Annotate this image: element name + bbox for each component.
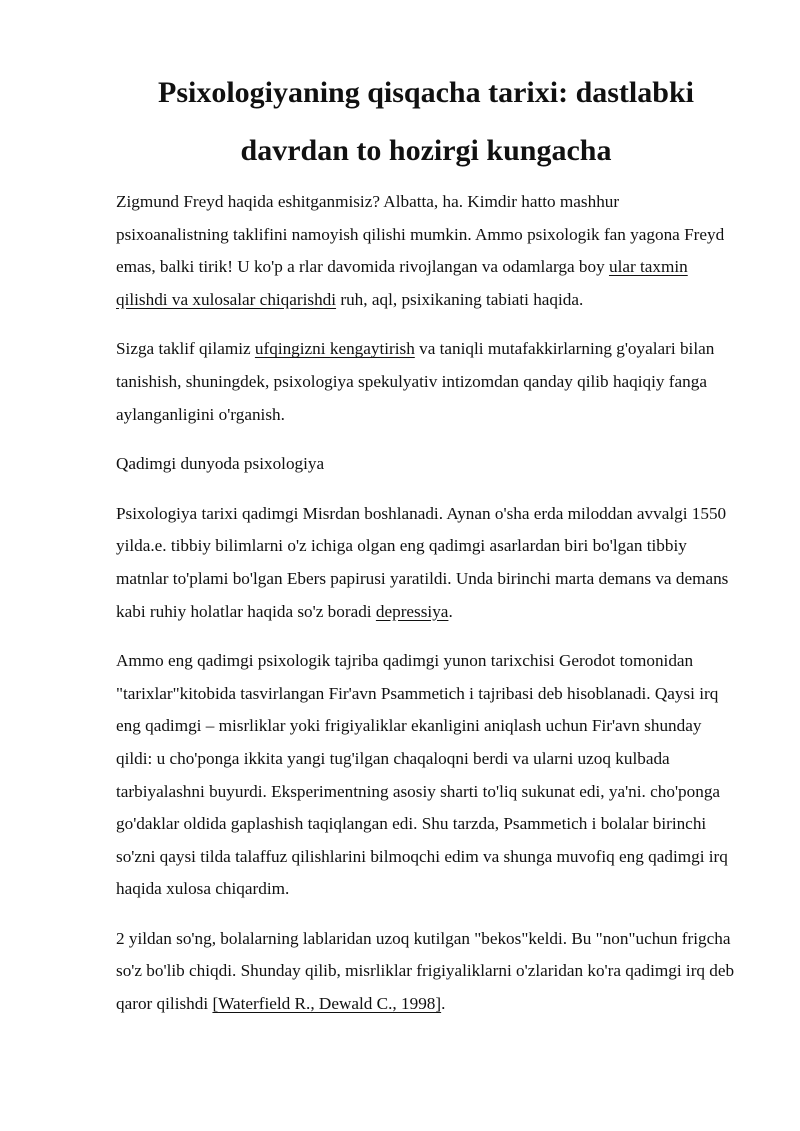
paragraph-text: 2 yildan so'ng, bolalarning lablaridan uzoq kutilgan "bekos"keldi. Bu "non"uchun frigcha so'z bo'lib chiqdi. Shunday qilib, misrliklar frigiyaliklarni o'zlaridan ko'ra qadimgi irq deb qaror qilishdi (116, 928, 735, 1014)
paragraph-intro (116, 186, 736, 316)
paragraph-text: ruh, aql, psixikaning tabiati haqida. (336, 289, 584, 309)
paragraph-ancient-egypt (116, 498, 736, 628)
paragraph-text: . (448, 601, 453, 621)
inline-link-expand-horizons[interactable]: ufqingizni kengaytirish (254, 339, 415, 359)
section-subheading: Qadimgi dunyoda psixologiya (116, 454, 325, 474)
paragraph-psammetichus-experiment: Ammo eng qadimgi psixologik tajriba qadimgi yunon tarixchisi Gerodot tomonidan "tarixlar"kitobida tasvirlangan Fir'avn Psammetich i tajribasi deb hisoblanadi. Qaysi irq eng qadimgi – misrliklar yoki frigiyaliklar ekanligini aniqlash uchun Fir'avn shunday qildi: u cho'ponga ikkita yangi tug'ilgan chaqaloqni berdi va ularni uzoq kulbada tarbiyalashni buyurdi. Eksperimentning asosiy sharti to'liq sukunat edi, ya'ni. cho'ponga go'daklar oldida gaplashish taqiqlangan edi. Shu tarzda, Psammetich i bolalar birinchi so'zni qaysi tilda talaffuz qilishlarini bilmoqchi edim va shunga muvofiq eng qadimgi irq haqida xulosa chiqardim. (116, 651, 728, 899)
paragraph-text: va taniqli mutafakkirlarning g'oyalari bilan tanishish, shuningdek, psixologiya spekulyativ intizomdan qanday qilib haqiqiy fanga aylanganligini o'rganish. (116, 339, 715, 424)
document-page (116, 64, 736, 1038)
paragraph-text: Psixologiya tarixi qadimgi Misrdan boshlanadi. Aynan o'sha erda miloddan avvalgi 1550 yilda.e. tibbiy bilimlarni o'z ichiga olgan eng qadimgi asarlardan biri bo'lgan tibbiy matnlar to'plami bo'lgan Ebers papirusi yaratildi. Unda birinchi marta demans va demans kabi ruhiy holatlar haqida so'z boradi (116, 503, 729, 621)
article-title: Psixologiyaning qisqacha tarixi: dastlabki davrdan to hozirgi kungacha (158, 76, 694, 167)
paragraph-experiment-result (116, 923, 736, 1021)
paragraph-text: Sizga taklif qilamiz (116, 339, 255, 359)
inline-link-conclusions[interactable]: ular taxmin qilishdi va xulosalar chiqarishdi (116, 257, 688, 309)
paragraph-invitation (116, 333, 736, 431)
paragraph-text: . (441, 994, 446, 1014)
citation-link[interactable]: [Waterfield R., Dewald C., 1998] (212, 994, 442, 1014)
inline-link-depression[interactable]: depressiya (375, 601, 449, 621)
paragraph-text: Zigmund Freyd haqida eshitganmisiz? Albatta, ha. Kimdir hatto mashhur psixoanalistning taklifini namoyish qilishi mumkin. Ammo psixologik fan yagona Freyd emas, balki tirik! U ko'p a rlar davomida rivojlangan va odamlarga boy (116, 192, 725, 277)
